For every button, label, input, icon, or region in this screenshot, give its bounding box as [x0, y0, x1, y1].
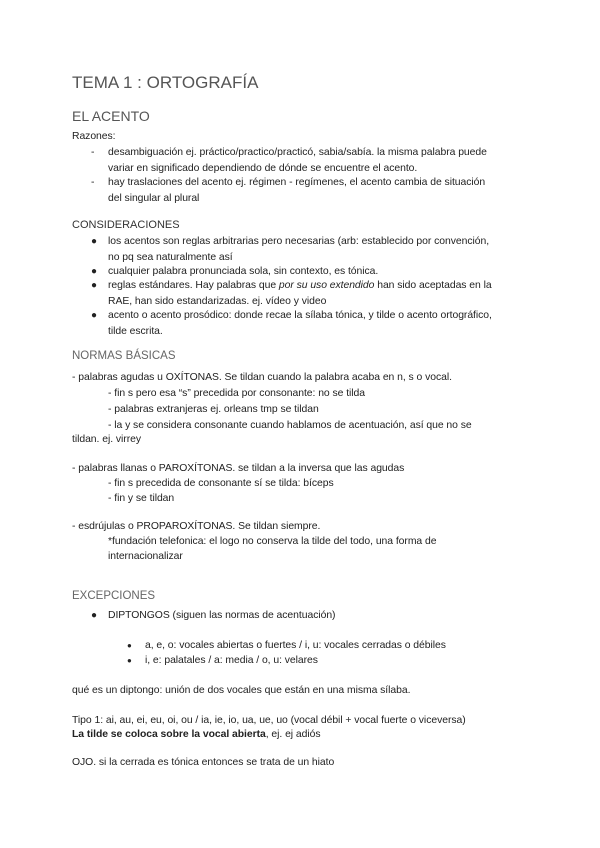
ojo-note: OJO. si la cerrada es tónica entonces se trata de un hiato [72, 757, 335, 768]
bullet-dot: ● [127, 656, 132, 665]
llanas-sub-2: - fin y se tildan [108, 493, 175, 504]
razon-item-2-line-2: del singular al plural [108, 193, 200, 204]
normas-llanas: - palabras llanas o PAROXÍTONAS. se tildan a la inversa que las agudas [72, 463, 405, 474]
razon-item-1-line-2: variar en significado dependiendo de dónde se encuentre el acento. [108, 163, 418, 174]
bullet-dot: ● [91, 236, 98, 247]
razon-item-1-line-1: desambiguación ej. práctico/practico/practicó, sabia/sabía. la misma palabra puede [108, 147, 487, 158]
normas-agudas: - palabras agudas u OXÍTONAS. Se tildan cuando la palabra acaba en n, s o vocal. [72, 372, 452, 383]
consideracion-4-line-2: tilde escrita. [108, 326, 163, 337]
tipo-1-line: Tipo 1: ai, au, ei, eu, oi, ou / ia, ie, io, ua, ue, uo (vocal débil + vocal fuerte o viceversa) [72, 715, 466, 726]
bullet-dot: ● [91, 610, 98, 621]
section-heading-consideraciones: CONSIDERACIONES [72, 219, 180, 231]
llanas-sub-1: - fin s precedida de consonante sí se tilda: bíceps [108, 478, 334, 489]
agudas-sub-2: - palabras extranjeras ej. orleans tmp se tildan [108, 404, 319, 415]
page-title: TEMA 1 : ORTOGRAFÍA [72, 73, 259, 92]
diptongos-item: DIPTONGOS (siguen las normas de acentuación) [108, 610, 336, 621]
diptongos-sub-1: a, e, o: vocales abiertas o fuertes / i, u: vocales cerradas o débiles [145, 640, 446, 651]
bullet-dot: ● [91, 266, 98, 277]
dash-bullet: - [91, 177, 95, 188]
agudas-sub-3: - la y se considera consonante cuando hablamos de acentuación, así que no se [108, 420, 472, 431]
bullet-dot: ● [127, 641, 132, 650]
consideracion-1-line-1: los acentos son reglas arbitrarias pero necesarias (arb: establecido por convención, [108, 236, 490, 247]
razones-label: Razones: [72, 131, 116, 142]
consideracion-1-line-2: no pq sea naturalmente así [108, 252, 233, 263]
bullet-dot: ● [91, 310, 98, 321]
esdrujulas-note-line-2: internacionalizar [108, 551, 183, 562]
razon-item-2-line-1: hay traslaciones del acento ej. régimen - regímenes, el acento cambia de situación [108, 177, 486, 188]
consideracion-4-line-1: acento o acento prosódico: donde recae la sílaba tónica, y tilde o acento ortográfico, [108, 310, 492, 321]
normas-esdrujulas: - esdrújulas o PROPAROXÍTONAS. Se tildan siempre. [72, 521, 321, 532]
consideracion-2: cualquier palabra pronunciada sola, sin contexto, es tónica. [108, 266, 379, 277]
emphasis-text: por su uso extendido [278, 280, 375, 291]
diptongo-definition: qué es un diptongo: unión de dos vocales que están en una misma sílaba. [72, 685, 411, 696]
agudas-sub-3-cont: tildan. ej. virrey [72, 434, 141, 445]
consideracion-3-line-1: reglas estándares. Hay palabras que por su uso extendido han sido aceptadas en la [108, 280, 492, 291]
esdrujulas-note-line-1: *fundación telefonica: el logo no conserva la tilde del todo, una forma de [108, 536, 437, 547]
dash-bullet: - [91, 147, 95, 158]
section-heading-normas: NORMAS BÁSICAS [72, 350, 176, 362]
section-heading-acento: EL ACENTO [72, 108, 150, 124]
tilde-rule-line: La tilde se coloca sobre la vocal abierta, ej. ej adiós [72, 729, 321, 740]
section-heading-excepciones: EXCEPCIONES [72, 590, 156, 602]
bold-text: La tilde se coloca sobre la vocal abierta [72, 729, 266, 740]
agudas-sub-1: - fin s pero esa “s” precedida por consonante: no se tilda [108, 388, 366, 399]
bullet-dot: ● [91, 280, 98, 291]
consideracion-3-line-2: RAE, han sido estandarizadas. ej. vídeo y video [108, 296, 327, 307]
diptongos-sub-2: i, e: palatales / a: media / o, u: velares [145, 655, 318, 666]
